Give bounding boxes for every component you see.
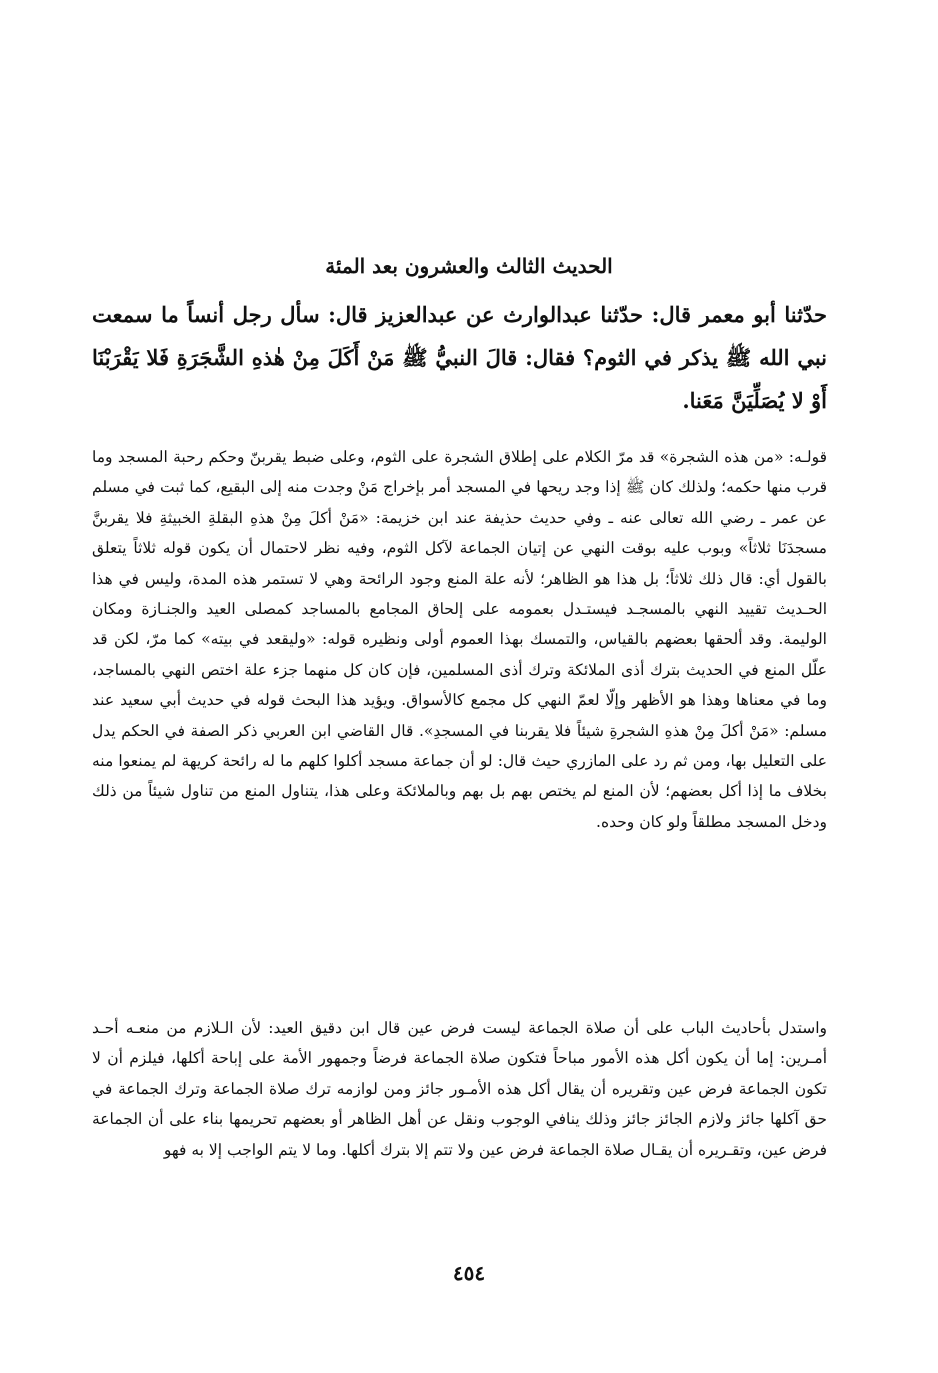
- commentary-paragraph-1: قولـه: «من هذه الشجرة» قد مرّ الكلام على إطلاق الشجرة على الثوم، وعلى ضبط يقربنّ وحكم رحبة المسجد وما قرب منها حكمه؛ ولذلك كان ﷺ إذا وجد ريحها في المسجد أمر بإخراج مَنْ وجدت منه إلى البقيع، كما ثبت في مسلم عن عمر ـ رضي الله تعالى عنه ـ وفي حديث حذيفة عند ابن خزيمة: «مَنْ أكلَ مِنْ هذهِ البقلةِ الخبيثةِ فلا يقربنَّ مسجدَنَا ثلاثاً» وبوب عليه بوقت النهي عن إتيان الجماعة لآكل الثوم، وفيه نظر لاحتمال أن يكون قوله ثلاثاً يتعلق بالقول أي: قال ذلك ثلاثاً؛ بل هذا هو الظاهر؛ لأنه علة المنع وجود الرائحة وهي لا تستمر هذه المدة، وليس في هذا الحـديث تقييد النهي بالمسجـد فيستـدل بعمومه على إلحاق المجامع بالمساجد كمصلى العيد والجنـازة ومكان الوليمة. وقد ألحقها بعضهم بالقياس، والتمسك بهذا العموم أولى ونظيره قوله: «وليقعد في بيته» كما مرّ، لكن قد علّل المنع في الحديث بترك أذى الملائكة وترك أذى المسلمين، فإن كان كل منهما جزء علة اختص النهي بالمساجد، وما في معناها وهذا هو الأظهر وإلّا لعمّ النهي كل مجمع كالأسواق. ويؤيد هذا البحث قوله في حديث أبي سعيد عند مسلم: «مَنْ أكلَ مِنْ هذهِ الشجرةِ شيئاً فلا يقربنا في المسجدِ». قال القاضي ابن العربي ذكر الصفة في الحكم يدل على التعليل بها، ومن ثم رد على المازري حيث قال: لو أن جماعة مسجد أكلوا كلهم ما له رائحة كريهة لم يمنعوا منه بخلاف ما إذا أكل بعضهم؛ لأن المنع لم يختص بهم بل بهم وبالملائكة وعلى هذا، يتناول المنع من تناول شيئاً من ذلك ودخل المسجد مطلقاً ولو كان وحده.: [92, 448, 827, 831]
- chapter-title: الحديث الثالث والعشرون بعد المئة: [325, 254, 613, 278]
- commentary-paragraph-2: واستدل بأحاديث الباب على أن صلاة الجماعة ليست فرض عين قال ابن دقيق العيد: لأن الـلازم من منعـه أحـد أمـرين: إما أن يكون أكل هذه الأمور مباحاً فتكون صلاة الجماعة فرضاً وجمهور الأمة على إباحة أكلها، فيلزم أن لا تكون الجماعة فرض عين وتقريره أن يقال أكل هذه الأمـور جائز ومن لوازمه ترك صلاة الجماعة وترك الجماعة في حق آكلها جائز ولازم الجائز جائز وذلك ينافي الوجوب ونقل عن أهل الظاهر أو بعضهم تحريمها بناء على أن الجماعة فرض عين، وتقـريره أن يقـال صلاة الجماعة فرض عين ولا تتم إلا بترك أكلها. وما لا يتم الواجب إلا به فهو: [92, 1019, 827, 1159]
- hadith-text: [92, 293, 827, 422]
- page-number: ٤٥٤: [452, 1261, 486, 1285]
- hadith-isnad: حدّثنا أبو معمر قال: حدّثنا عبدالوارث عن عبدالعزيز قال: سأل رجل أنساً ما سمعت نبي الله ﷺ يذكر في الثوم؟ فقال: قالَ النبيُّ ﷺ: [92, 302, 828, 370]
- hadith-matn: مَنْ أَكَلَ مِنْ هٰذهِ الشَّجَرَةِ فَلا يَقْرَبْنَا أَوْ لا يُصَلِّيَنَّ مَعَنا.: [92, 345, 827, 413]
